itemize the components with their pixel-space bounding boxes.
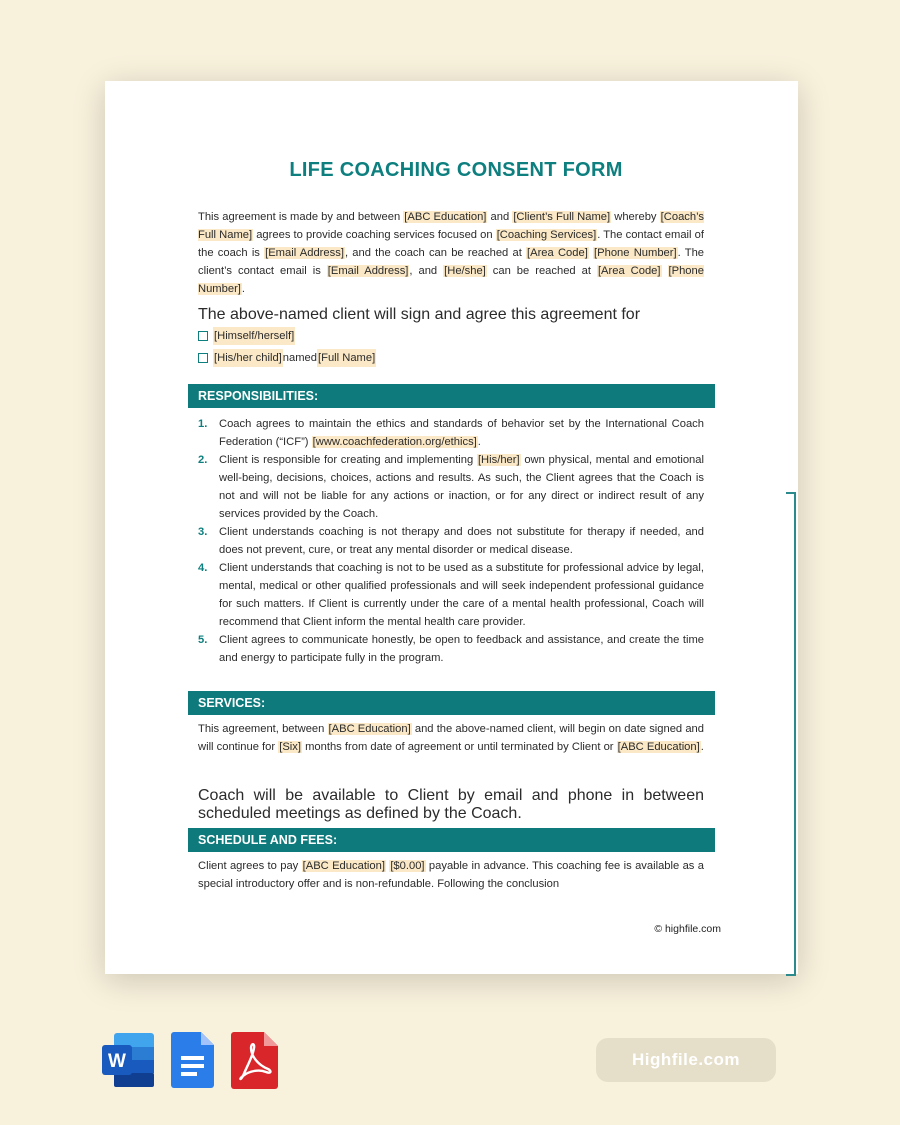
intro-text: agrees to provide coaching services focused on <box>253 229 496 241</box>
services-text: . <box>700 741 704 753</box>
intro-text: , and <box>409 265 444 277</box>
intro-text: . The client’s contact email is <box>198 247 705 277</box>
checkbox-child[interactable] <box>198 349 376 367</box>
placeholder-field[interactable]: [Himself/herself] <box>213 327 295 345</box>
services-text: This agreement, between <box>198 723 328 735</box>
placeholder-field[interactable]: [Email Address] <box>327 265 409 277</box>
document-page <box>105 81 798 974</box>
intro-text: and <box>487 211 513 223</box>
google-docs-icon[interactable] <box>170 1030 216 1090</box>
placeholder-field[interactable]: [ABC Education] <box>328 723 411 735</box>
placeholder-field[interactable]: [Full Name] <box>317 349 376 367</box>
checkbox-square-icon[interactable] <box>198 331 208 341</box>
schedule-text: payable in advance. This coaching fee is available as a special introductory offer and is non-refundable. Following the conclusion <box>198 860 704 890</box>
list-item-text: Client agrees to communicate honestly, be open to feedback and assistance, and create the time and energy to participate fully in the program. <box>219 634 704 664</box>
placeholder-field[interactable]: [Client’s Full Name] <box>513 211 611 223</box>
placeholder-field[interactable]: [www.coachfederation.org/ethics] <box>312 436 477 448</box>
intro-text: . <box>241 283 246 295</box>
services-paragraph-1 <box>198 720 704 756</box>
copyright-credit: © highfile.com <box>654 923 721 935</box>
placeholder-field[interactable]: [ABC Education] <box>404 211 487 223</box>
decorative-frame-right <box>786 492 796 976</box>
section-header-responsibilities: RESPONSIBILITIES: <box>188 384 715 408</box>
placeholder-field[interactable]: [ABC Education] <box>617 741 700 753</box>
schedule-paragraph-1 <box>198 857 704 893</box>
intro-text: This agreement is made by and between <box>198 211 404 223</box>
list-number: 1. <box>198 418 208 430</box>
list-text-segment: Client is responsible for creating and implementing <box>219 454 477 466</box>
intro-text: , and the coach can be reached at <box>344 247 527 259</box>
intro-text: can be reached at <box>486 265 597 277</box>
responsibilities-list <box>198 415 704 667</box>
section-header-schedule: SCHEDULE AND FEES: <box>188 828 715 852</box>
list-item <box>198 631 704 667</box>
placeholder-field[interactable]: [Six] <box>279 741 301 753</box>
list-text-segment: own physical, mental and emotional well-being, decisions, choices, actions and results. As such, the Client agrees that the Coach is not and will not be liable for any actions or inaction, or for any direct or indirect result of any services provided by the Coach. <box>219 454 704 520</box>
checkbox-himself[interactable] <box>198 327 295 345</box>
list-number: 2. <box>198 454 208 466</box>
schedule-text: Client agrees to pay <box>198 860 302 872</box>
section-header-services: SERVICES: <box>188 691 715 715</box>
list-item <box>198 415 704 451</box>
intro-text: whereby <box>611 211 660 223</box>
intro-text: . The contact email of the coach is <box>198 229 704 259</box>
services-text: and the above-named client, will begin on date signed and will continue for <box>198 723 704 753</box>
list-item-text: Client understands coaching is not therapy and does not substitute for therapy if needed, and does not prevent, cure, or treat any mental disorder or medical disease. <box>219 526 704 556</box>
intro-paragraph <box>198 208 704 298</box>
services-text: months from date of agreement or until terminated by Client or <box>301 741 617 753</box>
pdf-icon[interactable] <box>230 1030 280 1090</box>
placeholder-field[interactable]: [Phone Number] <box>594 247 677 259</box>
placeholder-field[interactable]: [$0.00] <box>390 860 425 872</box>
intro-text <box>662 265 668 277</box>
list-item-text <box>219 451 704 523</box>
brand-badge[interactable]: Highfile.com <box>596 1038 776 1082</box>
list-text-segment: Coach agrees to maintain the ethics and standards of behavior set by the International Coach Federation (“ICF”) <box>219 418 704 448</box>
placeholder-field[interactable]: [His/her] <box>477 454 520 466</box>
list-item-text <box>219 415 704 451</box>
list-number: 3. <box>198 526 208 538</box>
placeholder-field[interactable]: [Phone Number] <box>198 265 704 295</box>
list-number: 4. <box>198 562 208 574</box>
sign-line: The above-named client will sign and agree this agreement for <box>198 306 641 323</box>
placeholder-field[interactable]: [His/her child] <box>213 349 283 367</box>
placeholder-field[interactable]: [He/she] <box>444 265 486 277</box>
document-title: LIFE COACHING CONSENT FORM <box>289 159 623 181</box>
list-text-segment: . <box>477 436 481 448</box>
services-paragraph-2: Coach will be available to Client by email and phone in between scheduled meetings as defined by the Coach. <box>198 787 704 822</box>
checkbox-square-icon[interactable] <box>198 353 208 363</box>
placeholder-field[interactable]: [Area Code] <box>597 265 661 277</box>
list-item <box>198 451 704 523</box>
list-item <box>198 559 704 631</box>
list-item-text: Client understands that coaching is not to be used as a substitute for professional advice by legal, mental, medical or other qualified professionals and will seek independent professional guidance for such matters. If Client is currently under the care of a mental health professional, Coach will recommend that Client inform the mental health care provider. <box>219 562 704 628</box>
list-number: 5. <box>198 634 208 646</box>
placeholder-field[interactable]: [Area Code] <box>527 247 588 259</box>
word-icon[interactable] <box>100 1030 156 1090</box>
file-format-icons <box>100 1030 280 1090</box>
word-icon-letter: W <box>108 1051 126 1072</box>
placeholder-field[interactable]: [Email Address] <box>265 247 344 259</box>
checkbox-text: named <box>282 352 317 364</box>
placeholder-field[interactable]: [Coach’s Full Name] <box>198 211 704 241</box>
list-item <box>198 523 704 559</box>
placeholder-field[interactable]: [Coaching Services] <box>496 229 597 241</box>
placeholder-field[interactable]: [ABC Education] <box>302 860 385 872</box>
